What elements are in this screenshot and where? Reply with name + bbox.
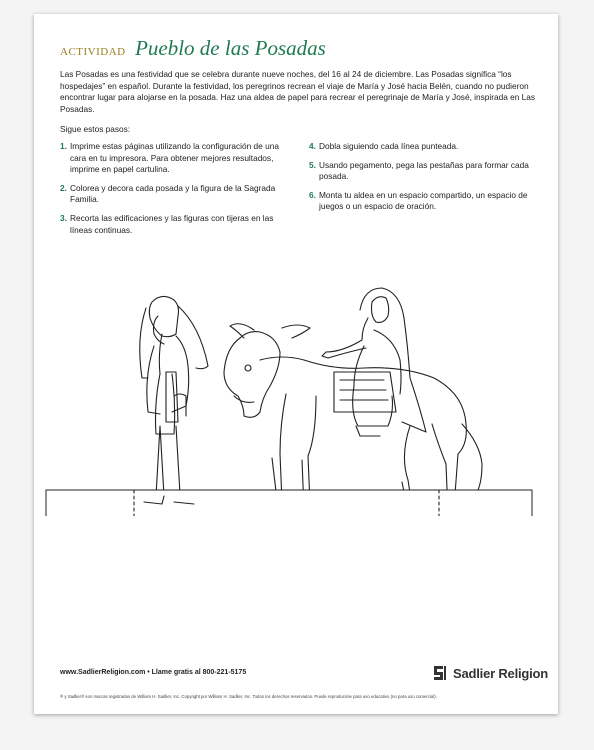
donkey-figure — [224, 324, 482, 514]
step-item — [60, 183, 284, 206]
holy-family-on-donkey-illustration — [34, 276, 558, 516]
step-item — [60, 213, 284, 236]
step-text: Usando pegamento, pega las pestañas para formar cada posada. — [319, 159, 529, 182]
step-item — [309, 160, 534, 183]
footer-legal: ® y Sadlier® son marcas registradas de William H. Sadlier, Inc. Copyright por William H. Sadlier, Inc. Todos los derechos reservados. Puede reproducirse para uso educativo (no para uso comercial). — [60, 694, 437, 699]
footer-website: www.SadlierReligion.com • Llame gratis al 800-221-5175 — [60, 669, 247, 676]
step-text: Colorea y decora cada posada y la figura de la Sagrada Familia. — [70, 182, 276, 205]
step-number: 5. — [309, 159, 316, 170]
sadlier-logo — [432, 664, 548, 682]
steps-intro: Sigue estos pasos: — [60, 124, 131, 134]
step-item — [309, 141, 534, 153]
title-main: Pueblo de las Posadas — [135, 36, 326, 60]
title-kicker: actividad — [60, 42, 126, 59]
step-text: Imprime estas páginas utilizando la configuración de una cara en tu impresora. Para obtener mejores resultados, imprime en papel cartulina. — [70, 141, 279, 175]
worksheet-page — [34, 14, 558, 714]
joseph-figure — [140, 296, 208, 504]
step-number: 3. — [60, 212, 67, 223]
step-text: Recorta las edificaciones y las figuras con tijeras en las líneas continuas. — [70, 212, 274, 235]
activity-title — [60, 36, 326, 61]
sadlier-s-icon — [432, 664, 448, 682]
steps-list-left — [60, 141, 284, 243]
step-item — [60, 141, 284, 176]
step-text: Dobla siguiendo cada línea punteada. — [319, 141, 459, 151]
mary-figure — [322, 288, 426, 436]
fold-tab-base — [46, 490, 532, 516]
logo-text: Sadlier Religion — [453, 665, 549, 681]
step-item — [309, 190, 534, 213]
step-number: 2. — [60, 182, 67, 193]
step-number: 4. — [309, 141, 316, 151]
step-text: Monta tu aldea en un espacio compartido, un espacio de juegos o un espacio de oración. — [319, 189, 528, 212]
step-number: 6. — [309, 189, 316, 200]
step-number: 1. — [60, 141, 67, 151]
steps-list-right — [309, 141, 534, 220]
intro-paragraph: Las Posadas es una festividad que se celebra durante nueve noches, del 16 al 24 de diciembre. Las Posadas significa “los hospedajes” en español. Durante la festividad, los peregrinos recrean el viaje de María y José hacia Belén, cuando no pudieron encontrar lugar para alojarse en la posada. Haz una aldea de papel para recrear el peregrinaje de María y José, inspirada en Las Posadas. — [60, 69, 536, 114]
